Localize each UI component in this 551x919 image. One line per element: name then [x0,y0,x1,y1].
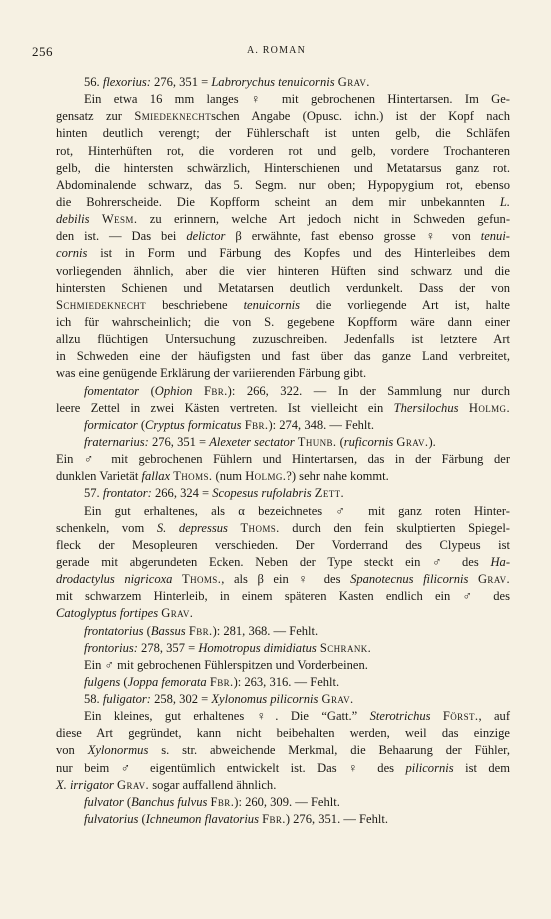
text-line: fraternarius: 276, 351 = Alexeter sectator Thunb. (ruficornis Grav.). [84,434,436,449]
text-line: Ein kleines, gut erhaltenes ♀. Die “Gatt.” Sterotrichus Först., auf [84,709,510,724]
running-head: A. ROMAN [246,45,307,56]
text-line: fomentator (Ophion Fbr.): 266, 322. — In der Sammlung nur durch [84,383,510,398]
text-line: Catoglyptus fortipes Grav. [56,606,194,621]
text-line: frontorius: 278, 357 = Homotropus dimidiatus Schrank. [84,640,372,655]
text-line: Ein ♂ mit gebrochenen Fühlern und Hintertarsen, das in der Färbung der [56,452,510,467]
text-line: gensatz zur Smiedeknechtschen Angabe (Opusc. ichn.) ist der Kopf nach [56,109,510,124]
text-line: Schmiedeknecht beschriebene tenuicornis die vorliegende Art ist, halte [56,297,510,312]
body-text [56,74,510,828]
text-line: hintersten Schienen und Metatarsen deutlich verdunkelt. Dass der von [56,280,510,295]
text-line: Abdominalende schwarz, das 5. Segm. nur oben; Hypopygium rot, ebenso [56,177,510,192]
text-line: was eine genügende Erklärung der variierenden Färbung gibt. [56,366,367,381]
text-line: debilis Wesm. zu erinnern, welche Art jedoch nicht in Schweden gefun- [56,212,510,227]
text-line: gelb, die hintersten schwärzlich, Hinterschienen und Metatarsus ganz rot. [56,160,510,175]
text-line: schenkeln, vom S. depressus Thoms. durch den fein skulptierten Spiegel- [56,520,510,535]
text-line: fleck der Mesopleuren verschieden. Der Vorderrand des Clypeus ist [56,537,510,552]
text-line: vorliegenden ähnlich, aber die vier hinteren Hüften sind schwarz und die [56,263,510,278]
text-line: X. irrigator Grav. sogar auffallend ähnlich. [56,777,277,792]
text-line: allzu flüchtigen Untersuchung zuzuschreiben. Jedenfalls ist letztere Art [56,332,510,347]
text-line: gerade mit abgerundeten Ecken. Neben der Type steckt ein ♂ des Ha- [56,554,510,569]
text-line: 58. fuligator: 258, 302 = Xylonomus pilicornis Grav. [84,692,354,707]
text-line: den ist. — Das bei delictor β erwähnte, fast ebenso grosse ♀ von tenui- [56,229,510,244]
text-line: Ein gut erhaltenes, als α bezeichnetes ♂ mit ganz roten Hinter- [84,503,510,518]
page-number: 256 [32,44,53,59]
text-line: von Xylonormus s. str. abweichende Merkmal, die Behaarung der Fühler, [56,743,510,758]
text-line: 57. frontator: 266, 324 = Scopesus rufolabris Zett. [84,486,345,501]
text-line: nur beim ♂ eigentümlich entwickelt ist. Das ♀ des pilicornis ist dem [56,760,511,775]
text-line: die Bohrerscheide. Die Kopfform scheint an dem mir unbekannten L. [56,194,510,209]
text-line: drodactylus nigricoxa Thoms., als β ein ♀ des Spanotecnus filicornis Grav. [56,572,511,587]
text-line: mit schwarzem Hinterleib, in einem späteren Kasten endlich ein ♂ des [56,589,510,604]
text-line: frontatorius (Bassus Fbr.): 281, 368. — Fehlt. [84,623,319,638]
text-line: fulgens (Joppa femorata Fbr.): 263, 316. — Fehlt. [84,674,340,689]
text-line: dunklen Varietät fallax Thoms. (num Holmg.?) sehr nahe kommt. [56,469,389,484]
text-line: in Schweden eine der häufigsten und fast über das ganze Land verbreitet, [56,349,510,364]
text-line: formicator (Cryptus formicatus Fbr.): 274, 348. — Fehlt. [84,417,375,432]
text-line: cornis ist in Form und Färbung des Kopfes und des Hinterleibes dem [56,246,510,261]
text-line: 56. flexorius: 276, 351 = Labrorychus tenuicornis Grav. [84,75,370,89]
text-line: fulvatorius (Ichneumon flavatorius Fbr.) 276, 351. — Fehlt. [84,812,388,827]
text-line: diese Art gegründet, kann nicht beibehalten werden, weil das einzige [56,726,510,741]
text-line: fulvator (Banchus fulvus Fbr.): 260, 309. — Fehlt. [84,794,340,809]
text-line: Ein etwa 16 mm langes ♀ mit gebrochenen Hintertarsen. Im Ge- [84,92,510,107]
text-line: rot, Hinterhüften rot, die vorderen rot und gelb, vordere Trochanteren [56,143,510,158]
text-line: ich für wahrscheinlich; die von S. gegebene Kopfform wäre dann einer [56,314,510,329]
text-line: leere Zettel in zwei Kästen vertreten. Ist vielleicht ein Thersilochus Holmg. [56,400,510,415]
page-header [32,44,521,60]
text-line: hinten deutlich verengt; der Fühlerschaft ist unten gelb, die Schläfen [56,126,510,141]
text-line: Ein ♂ mit gebrochenen Fühlerspitzen und Vorderbeinen. [84,657,368,672]
